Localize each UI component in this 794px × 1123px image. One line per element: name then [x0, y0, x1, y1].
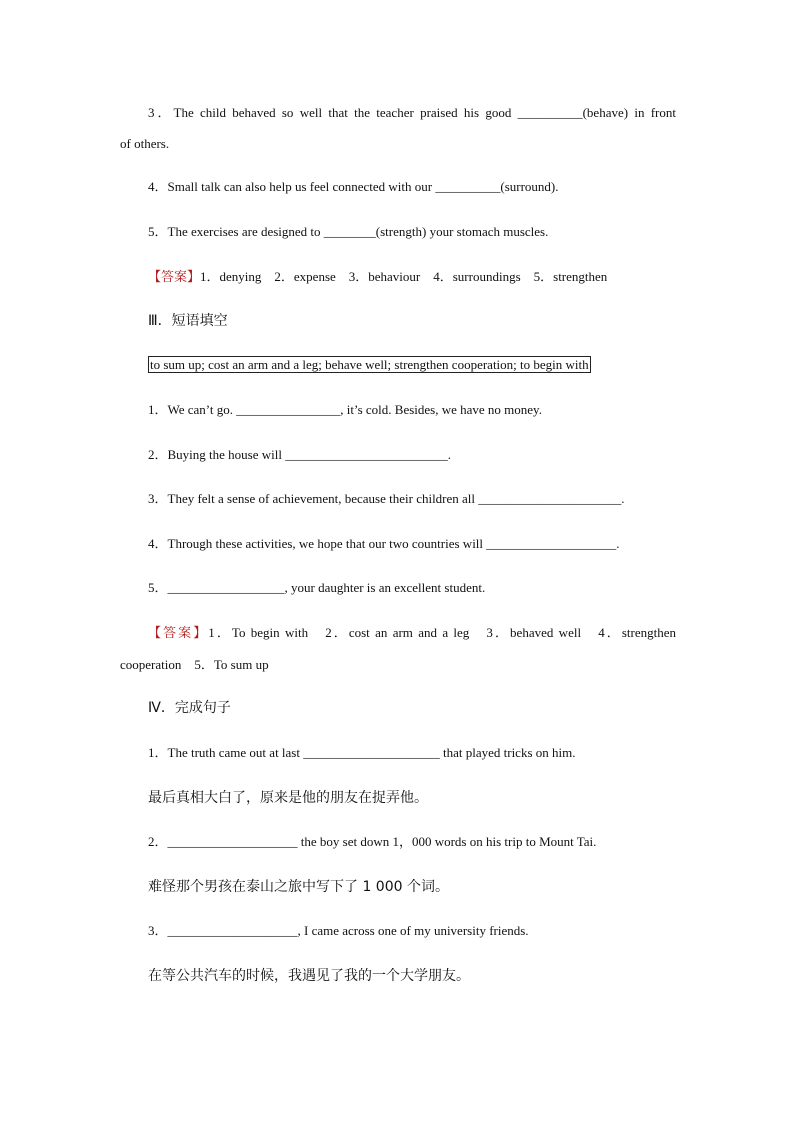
phrase-box-text: to sum up; cost an arm and a leg; behave well; strengthen cooperation; to begin with	[150, 357, 589, 372]
sentence-1-chinese: 最后真相大白了，原来是他的朋友在捉弄他。	[148, 790, 428, 806]
question-5-strength: 5．The exercises are designed to ________(strength) your stomach muscles.	[148, 224, 549, 239]
question-3-line-1: 3．The child behaved so well that the teacher praised his good __________(behave) in front	[148, 105, 676, 120]
question-3-behave	[120, 97, 676, 159]
sentence-3-chinese: 在等公共汽车的时候，我遇见了我的一个大学朋友。	[148, 968, 470, 984]
answer-line-1	[120, 617, 676, 649]
answer-line-2: cooperation 5．To sum up	[120, 657, 269, 672]
section-4-heading: Ⅳ．完成句子	[148, 700, 231, 716]
phrase-question-5: 5．__________________, your daughter is an excellent student.	[148, 580, 486, 595]
phrase-question-4: 4．Through these activities, we hope that our two countries will ____________________.	[148, 536, 620, 551]
answer-tag: 【答案】	[148, 626, 209, 641]
answer-text: 1．denying 2．expense 3．behaviour 4．surroundings 5．strengthen	[200, 269, 608, 284]
sentence-3-english: 3．____________________, I came across one of my university friends.	[148, 923, 529, 938]
phrase-question-1: 1．We can’t go. ________________, it’s cold. Besides, we have no money.	[148, 402, 542, 417]
phrase-question-3: 3．They felt a sense of achievement, because their children all ______________________.	[148, 491, 625, 506]
sentence-1-english: 1．The truth came out at last _____________________ that played tricks on him.	[148, 745, 576, 760]
answer-text-1: 1．To begin with 2．cost an arm and a leg 3．behaved well 4．strengthen	[208, 625, 676, 640]
sentence-2-english: 2．____________________ the boy set down 1，000 words on his trip to Mount Tai.	[148, 834, 597, 849]
phrase-box	[148, 357, 591, 373]
question-3-line-2: of others.	[120, 136, 170, 151]
sentence-2-chinese: 难怪那个男孩在泰山之旅中写下了 1 000 个词。	[148, 879, 449, 895]
answer-tag: 【答案】	[148, 270, 201, 285]
answer-block-section-3	[120, 617, 676, 680]
phrase-question-2: 2．Buying the house will _________________________.	[148, 447, 451, 462]
answer-line-section-2	[148, 269, 607, 286]
question-4-surround: 4．Small talk can also help us feel connected with our __________(surround).	[148, 179, 559, 194]
section-3-heading: Ⅲ．短语填空	[148, 313, 228, 329]
